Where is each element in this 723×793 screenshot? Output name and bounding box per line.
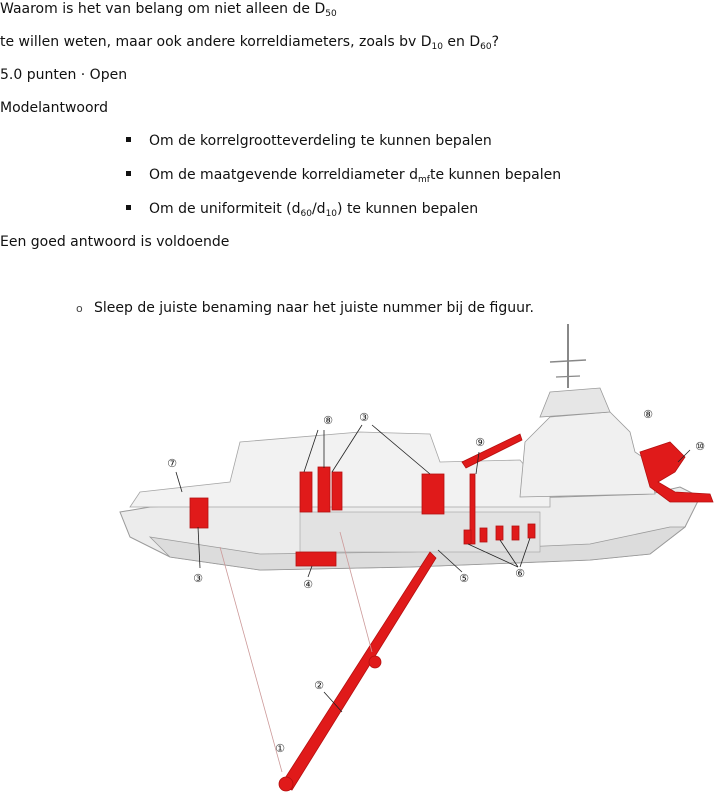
figure-label-3-top: ③ bbox=[359, 411, 369, 424]
bullet-square-icon bbox=[126, 171, 131, 176]
bridge-deck bbox=[540, 388, 610, 417]
figure-label-4: ④ bbox=[303, 578, 313, 591]
figure-label-7: ⑦ bbox=[167, 457, 177, 470]
answer-note: Een goed antwoord is voldoende bbox=[0, 234, 230, 250]
bottom-door-3 bbox=[496, 526, 503, 540]
bullet-square-icon bbox=[126, 137, 131, 142]
bottom-door-2 bbox=[480, 528, 487, 542]
dredger-figure bbox=[110, 322, 723, 793]
figure-label-1: ① bbox=[275, 742, 285, 755]
gantry-mid-2 bbox=[318, 467, 330, 512]
question-meta: 5.0 punten · Open bbox=[0, 67, 128, 83]
accommodation-block bbox=[520, 412, 655, 497]
figure-label-9: ⑨ bbox=[475, 436, 485, 449]
gantry-mid-3 bbox=[332, 472, 342, 510]
answer-item-2: Om de maatgevende korreldiameter $d_{mf}te$ kunnen bepalen bbox=[126, 166, 561, 189]
bottom-door-5 bbox=[528, 524, 535, 538]
figure-label-5: ⑤ bbox=[459, 572, 469, 585]
mast-yard-lower bbox=[556, 376, 580, 377]
bottom-door-1 bbox=[464, 530, 471, 544]
draghead bbox=[279, 777, 293, 791]
gantry-aft bbox=[190, 498, 208, 528]
figure-label-10: ⑩ bbox=[695, 440, 705, 453]
model-answer-heading: Modelantwoord bbox=[0, 100, 108, 116]
figure-label-3-aft: ③ bbox=[193, 572, 203, 585]
pump-unit bbox=[296, 552, 336, 566]
figure-label-6: ⑥ bbox=[515, 567, 525, 580]
hoist-wire-aft bbox=[220, 547, 282, 772]
instruction-item: o Sleep de juiste benaming naar het juiste nummer bij de figuur. bbox=[76, 300, 534, 316]
question-line-2: te willen weten, maar ook andere korreldiameters, zoals bv $D_{10}$ en $D_{60}$? bbox=[0, 34, 500, 52]
bottom-door-4 bbox=[512, 526, 519, 540]
bullet-square-icon bbox=[126, 205, 131, 210]
gantry-mid-1 bbox=[300, 472, 312, 512]
answer-item-3: Om de uniformiteit $(d_{60}/d_{10})$ te kunnen bepalen bbox=[126, 200, 478, 223]
davit-frame bbox=[422, 474, 444, 514]
figure-label-2: ② bbox=[314, 679, 324, 692]
figure-label-8: ⑧ bbox=[323, 414, 333, 427]
question-line-1: Waarom is het van belang om niet alleen de $D_{50}$ bbox=[0, 1, 337, 19]
answer-item-1: Om de korrelgrootteverdeling te kunnen bepalen bbox=[126, 132, 492, 150]
circle-bullet-icon: o bbox=[76, 302, 83, 315]
figure-label-8-bow: ⑧ bbox=[643, 408, 653, 421]
mast-yard bbox=[550, 360, 586, 362]
pipe-joint bbox=[369, 656, 381, 668]
